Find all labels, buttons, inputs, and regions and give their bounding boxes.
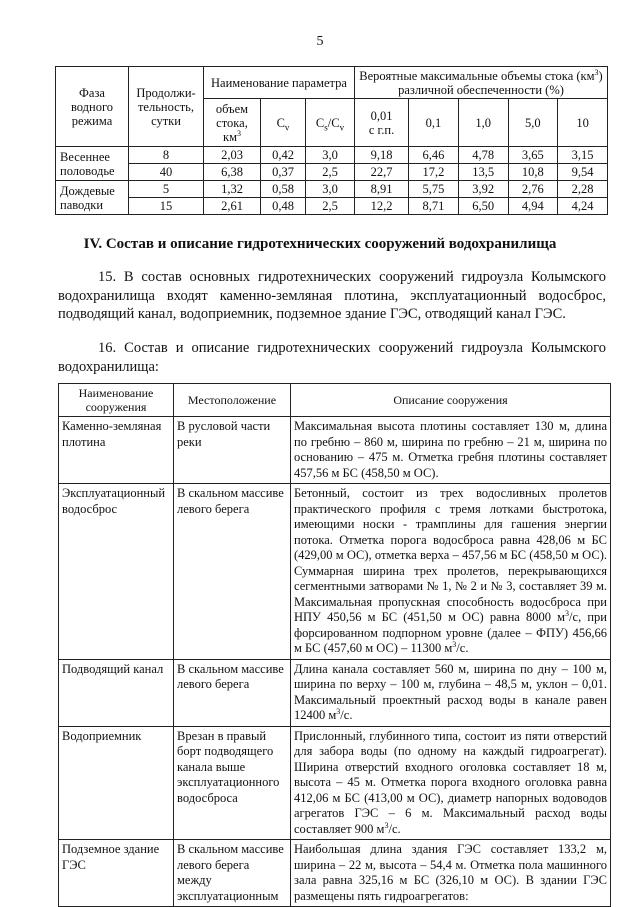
table-cell: 5: [129, 181, 204, 198]
header-params: Наименование параметра: [204, 67, 355, 99]
table-cell: 9,18: [355, 147, 409, 164]
table-cell: 3,15: [558, 147, 608, 164]
phase-rain-floods: Дождевые паводки: [56, 181, 129, 215]
structure-location: В скальном массиве левого берега: [174, 484, 291, 660]
table-row: [59, 726, 611, 840]
header-p01: 0,1: [409, 99, 459, 147]
table-cell: 10,8: [508, 164, 558, 181]
table-cell: 0,58: [261, 181, 306, 198]
table-cell: 8,91: [355, 181, 409, 198]
table-row: [59, 659, 611, 726]
structure-name: Каменно-земляная плотина: [59, 417, 174, 484]
table-cell: 4,94: [508, 198, 558, 215]
runoff-volumes-table: [55, 66, 608, 215]
header-volume: объем стока, $км^3$: [204, 99, 261, 147]
table-cell: 3,92: [458, 181, 508, 198]
header-p1: 1,0: [458, 99, 508, 147]
structure-description: Наибольшая длина здания ГЭС составляет 133,2 м, ширина – 22 м, высота – 54,4 м. Отметка пола машинного зала равна 325,16 м БС (326,10 м ОС). В здании ГЭС размещены пять гидроагрегатов:: [291, 840, 611, 907]
table-cell: 2,5: [306, 164, 355, 181]
table-cell: 0,42: [261, 147, 306, 164]
table-cell: 22,7: [355, 164, 409, 181]
paragraph-15: 15. В состав основных гидротехнических сооружений гидроузла Колымского водохранилища входят каменно-земляная плотина, эксплуатационный водосброс, подводящий канал, водоприемник, подземное здание ГЭС, отводящий канал ГЭС.: [58, 269, 606, 322]
structure-location: Врезан в правый борт подводящего канала выше эксплуатационного водосброса: [174, 726, 291, 840]
table-row: [56, 147, 608, 164]
table-cell: 0,48: [261, 198, 306, 215]
header-cs-cv: $C_s/C_v$: [306, 99, 355, 147]
table-cell: 6,46: [409, 147, 459, 164]
structure-location: В русловой части реки: [174, 417, 291, 484]
structure-location: В скальном массиве левого берега: [174, 659, 291, 726]
table-cell: 2,28: [558, 181, 608, 198]
structure-description: Прислонный, глубинного типа, состоит из пяти отверстий для забора воды (по одному на каждый гидроагрегат). Ширина отверстий входного оголовка составляет 18 м, высота – 45 м. Отметка порога входного оголовка равна 412,06 м БС (413,00 м ОС), диаметр напорных водоводов агрегатов ГЭС – 6 м. Максимальный расход воды составляет 900 $м^3/с$.: [291, 726, 611, 840]
table-cell: 2,03: [204, 147, 261, 164]
table-cell: 4,24: [558, 198, 608, 215]
structure-description: Бетонный, состоит из трех водосливных пролетов практического профиля с тремя лотками быстротока, имеющими носки - трамплины для гашения энергии потока. Отметка порога водосброса равна 428,06 м БС (429,00 м ОС), отметка верха – 457,56 м БС (458,50 м ОС). Суммарная ширина трех пролетов, перекрывающихся сегментными затворами № 1, № 2 и № 3, составляет 39 м. Максимальная пропускная способность водосброса при НПУ 450,56 м БС (451,50 м ОС) равна 8000 $м^3/с$, при форсированном подпорном уровне (далее – ФПУ) 456,66 м БС (457,60 м ОС) – 11300 $м^3/с$.: [291, 484, 611, 660]
table-cell: 3,65: [508, 147, 558, 164]
header-p001: 0,01 с г.п.: [355, 99, 409, 147]
header-description: Описание сооружения: [291, 384, 611, 417]
table-row: [59, 417, 611, 484]
header-volumes: Вероятные максимальные объемы стока $(км^3)$ различной обеспеченности (%): [355, 67, 608, 99]
table-cell: 6,50: [458, 198, 508, 215]
table-row: [56, 181, 608, 198]
table-row: [56, 164, 608, 181]
table-cell: 12,2: [355, 198, 409, 215]
table-cell: 8: [129, 147, 204, 164]
table-row: [56, 198, 608, 215]
table-cell: 15: [129, 198, 204, 215]
table-cell: 2,61: [204, 198, 261, 215]
table-row: [59, 484, 611, 660]
header-phase: Фаза водного режима: [56, 67, 129, 147]
structure-location: В скальном массиве левого берега между эксплуатационным: [174, 840, 291, 907]
paragraph-16: 16. Состав и описание гидротехнических сооружений гидроузла Колымского водохранилища:: [58, 340, 606, 375]
table-cell: 13,5: [458, 164, 508, 181]
header-p10: 10: [558, 99, 608, 147]
header-duration: Продолжи-тельность, сутки: [129, 67, 204, 147]
phase-spring-flood: Весеннее половодье: [56, 147, 129, 181]
table-cell: 1,32: [204, 181, 261, 198]
structure-name: Подземное здание ГЭС: [59, 840, 174, 907]
header-location: Местоположение: [174, 384, 291, 417]
table-cell: 9,54: [558, 164, 608, 181]
table-cell: 2,5: [306, 198, 355, 215]
table-cell: 2,76: [508, 181, 558, 198]
table-cell: 17,2: [409, 164, 459, 181]
table-cell: 0,37: [261, 164, 306, 181]
structure-name: Эксплуатационный водосброс: [59, 484, 174, 660]
table-row: [59, 840, 611, 907]
table-cell: 6,38: [204, 164, 261, 181]
table-cell: 40: [129, 164, 204, 181]
table-cell: 8,71: [409, 198, 459, 215]
structure-name: Водоприемник: [59, 726, 174, 840]
header-p5: 5,0: [508, 99, 558, 147]
table-cell: 3,0: [306, 181, 355, 198]
structure-description: Максимальная высота плотины составляет 130 м, длина по гребню – 860 м, ширина по гребню – 21 м, ширина по основанию – 475 м. Отметка гребня плотины составляет 457,56 м БС (458,50 м ОС).: [291, 417, 611, 484]
table-cell: 3,0: [306, 147, 355, 164]
table-cell: 5,75: [409, 181, 459, 198]
table-cell: 4,78: [458, 147, 508, 164]
page-number: 5: [316, 34, 324, 49]
structure-name: Подводящий канал: [59, 659, 174, 726]
header-cv: $C_v$: [261, 99, 306, 147]
structures-table: [58, 383, 611, 907]
structure-description: Длина канала составляет 560 м, ширина по дну – 100 м, ширина по верху – 100 м, глубина – 48,5 м, уклон – 0,01. Максимальный проектный расход воды в канале равен 12400 $м^3/с$.: [291, 659, 611, 726]
header-structure-name: Наименование сооружения: [59, 384, 174, 417]
section-heading: IV. Состав и описание гидротехнических сооружений водохранилища: [83, 236, 557, 252]
